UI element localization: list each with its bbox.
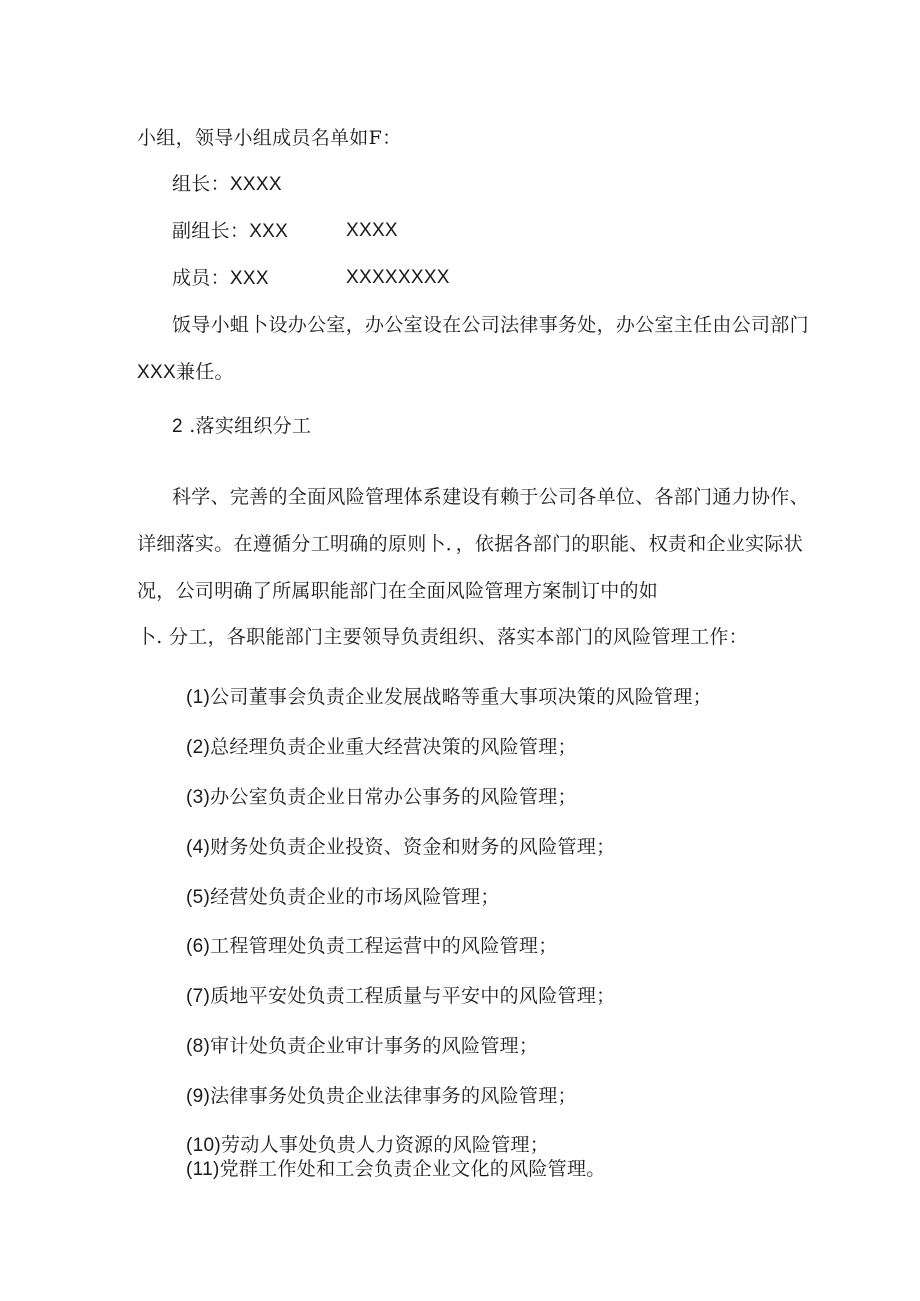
duty-number: (1) [186, 687, 211, 708]
duty-text: 劳动人事处负贵人力资源的风险管理； [221, 1134, 550, 1156]
leader-value: XXXX [229, 174, 282, 195]
division-para-line-2: 详细落实。在遵循分工明确的原则卜．，依据各部门的职能、权责和企业实际状 [137, 533, 804, 555]
duty-item [186, 1034, 538, 1059]
duty-item [186, 984, 615, 1009]
duty-item [186, 685, 712, 710]
duty-text: 质地平安处负责工程质量与平安中的风险管理； [210, 985, 616, 1007]
duty-item [186, 885, 500, 910]
duty-number: (3) [186, 787, 211, 808]
leader-line [172, 172, 282, 197]
division-para-line-3: 况，公司明确了所属职能部门在全面风险管理方案制订中的如 [137, 580, 659, 602]
office-para-line-2: XXX兼任。 [137, 361, 234, 383]
duty-number: (7) [186, 986, 211, 1007]
duty-item [186, 1157, 606, 1182]
member-line [172, 266, 492, 291]
duty-text: 财务处负责企业投资、资金和财务的风险管理； [210, 836, 616, 858]
duty-item [186, 1133, 549, 1158]
section-2-title: .落实组织分工 [189, 415, 312, 437]
member-value-2: XXXXXXXX [346, 267, 450, 288]
duty-item [186, 1084, 577, 1109]
duty-number: (11) [186, 1159, 220, 1180]
duty-item [186, 785, 577, 810]
deputy-line [172, 219, 472, 244]
office-para-line-1: 饭导小蛆卜设办公室，办公室设在公司法律事务处，办公室主任由公司部门 [172, 314, 809, 336]
duty-item [186, 934, 558, 959]
duty-item [186, 735, 577, 760]
duty-text: 经营处负责企业的市场风险管理； [210, 886, 500, 908]
duty-text: 总经理负责企业重大经营决策的风险管理； [210, 736, 577, 758]
duty-number: (2) [186, 737, 211, 758]
duty-text: 法律事务处负贵企业法律事务的风险管理； [210, 1085, 577, 1107]
duty-text: 党群工作处和工会负责企业文化的风险管理。 [219, 1158, 606, 1180]
section-2-number: 2 [172, 416, 183, 437]
duty-item [186, 835, 615, 860]
intro-line: 小组，领导小组成员名单如F： [137, 127, 402, 149]
office-director-name: XXX [137, 362, 176, 383]
duty-number: (4) [186, 837, 211, 858]
leader-label: 组长： [172, 173, 230, 195]
member-value-1: XXX [229, 268, 269, 289]
deputy-label: 副组长： [172, 220, 250, 242]
duty-text: 审计处负责企业审计事务的风险管理； [210, 1035, 539, 1057]
duty-number: (10) [186, 1135, 221, 1156]
duty-number: (9) [186, 1086, 211, 1107]
duty-text: 工程管理处负责工程运营中的风险管理； [210, 935, 558, 957]
section-2-heading [172, 414, 311, 439]
member-label: 成员： [172, 267, 230, 289]
duty-number: (5) [186, 887, 211, 908]
division-para-line-4: 卜. 分工，各职能部门主要领导负责组织、落实本部门的风险管理工作： [137, 626, 748, 648]
duty-text: 办公室负责企业日常办公事务的风险管理； [210, 786, 577, 808]
deputy-value-2: XXXX [346, 220, 398, 241]
duty-number: (6) [186, 936, 211, 957]
division-para-line-1: 科学、完善的全面风险管理体系建设有赖于公司各单位、各部门通力协作、 [172, 486, 809, 508]
duty-text: 公司董事会负责企业发展战略等重大事项决策的风险管理； [210, 686, 712, 708]
deputy-value-1: XXX [249, 221, 289, 242]
duty-number: (8) [186, 1036, 211, 1057]
